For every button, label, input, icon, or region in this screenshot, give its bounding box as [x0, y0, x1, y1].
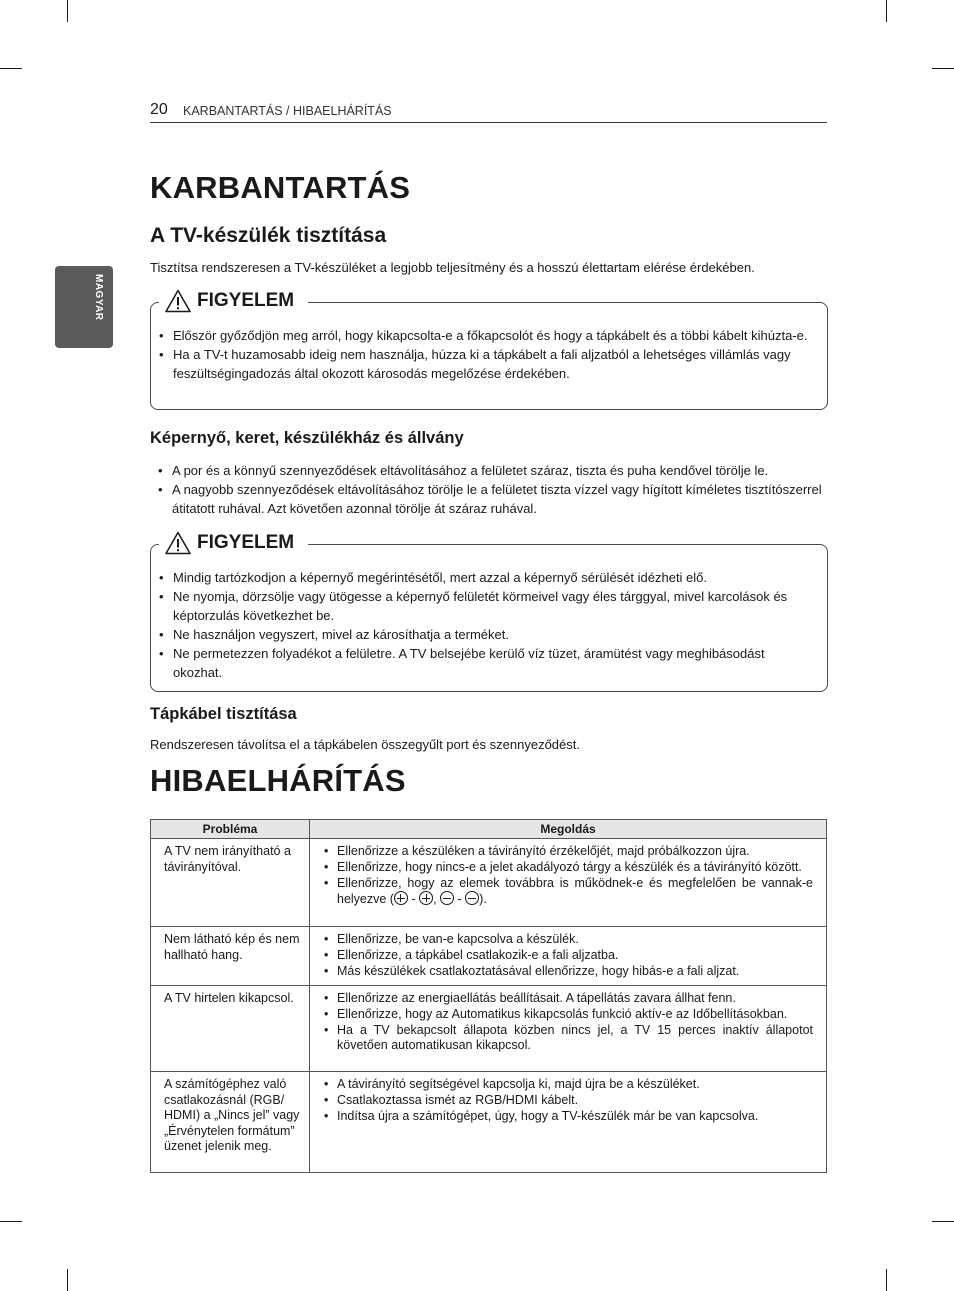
caution-list-2 [159, 568, 813, 682]
solution-text-suffix: ). [479, 892, 487, 907]
page-header [150, 98, 827, 123]
list-item: • Ellenőrizze, a tápkábel csatlakozik-e a fali aljzatba. [324, 948, 813, 964]
table-row [151, 927, 827, 986]
list-item: • Csatlakoztassa ismét az RGB/HDMI kábelt. [324, 1093, 813, 1109]
page-number: 20 [150, 101, 168, 118]
list-item: • Ellenőrizze, be van-e kapcsolva a készülék. [324, 932, 813, 948]
list-item: • Ha a TV bekapcsolt állapota közben nincs jel, a TV 15 perces inaktív állapotot követően automatikusan kikapcsol. [324, 1023, 813, 1055]
list-item: • Ellenőrizze, hogy az Automatikus kikapcsolás funkció aktív-e az Időbellításokban. [324, 1007, 813, 1023]
troubleshooting-heading: HIBAELHÁRÍTÁS [150, 763, 406, 798]
warning-triangle-icon [165, 531, 191, 555]
minus-terminal-icon [465, 891, 479, 905]
list-item: • Ellenőrizze, hogy az elemek továbbra is működnek-e és megfelelően be vannak-e helyezve ( - , - ). [324, 876, 813, 909]
plus-terminal-icon [419, 891, 433, 905]
solution-cell [310, 839, 827, 927]
solution-cell [310, 986, 827, 1072]
language-label: MAGYAR [93, 274, 104, 321]
table-row [151, 986, 827, 1072]
solution-cell [310, 927, 827, 986]
caution-title-text: FIGYELEM [197, 290, 295, 311]
caution-title [159, 531, 308, 555]
minus-terminal-icon [440, 891, 454, 905]
problem-cell: A számítógéphez való csatlakozásnál (RGB/ HDMI) a „Nincs jel” vagy „Érvénytelen formátum” üzenet jelenik meg. [151, 1072, 310, 1173]
cleaning-heading: A TV-készülék tisztítása [150, 224, 387, 247]
list-item: • Ellenőrizze az energiaellátás beállításait. A tápellátás zavara állhat fenn. [324, 991, 813, 1007]
caution-list-1 [159, 326, 813, 383]
column-header-problem: Probléma [151, 820, 310, 839]
screen-list [158, 461, 828, 518]
solution-text: Ellenőrizze, hogy az elemek továbbra is működnek-e és megfelelően be vannak-e helyezve ( [337, 875, 813, 907]
crop-mark [932, 1221, 954, 1222]
header-title: KARBANTARTÁS / HIBAELHÁRÍTÁS [183, 104, 392, 118]
list-item: • Először győződjön meg arról, hogy kikapcsolta-e a főkapcsolót és hogy a tápkábelt és a többi kábelt kihúzta-e. [159, 326, 813, 345]
crop-mark [932, 68, 954, 69]
caution-box-2 [150, 532, 828, 692]
list-item: • Más készülékek csatlakoztatásával ellenőrizze, hogy hibás-e a fali aljzat. [324, 964, 813, 980]
list-item: • Ellenőrizze, hogy nincs-e a jelet akadályozó tárgy a készülék és a távirányító között. [324, 860, 813, 876]
list-item: • Ne használjon vegyszert, mivel az károsíthatja a terméket. [159, 625, 813, 644]
list-item: • A nagyobb szennyeződések eltávolításához törölje le a felületet tiszta vízzel vagy hígított kíméletes tisztítószerrel átitatott ruhával. Azt követően azonnal törölje át száraz ruhával. [158, 480, 828, 518]
list-item: • Ne permetezzen folyadékot a felületre. A TV belsejébe kerülő víz tüzet, áramütést vagy meghibásodást okozhat. [159, 644, 813, 682]
table-row [151, 839, 827, 927]
caution-title [159, 289, 308, 313]
crop-mark [886, 0, 887, 22]
list-item: • A por és a könnyű szennyeződések eltávolításához a felületet száraz, tiszta és puha kendővel törölje le. [158, 461, 828, 480]
plus-terminal-icon [394, 891, 408, 905]
caution-title-text: FIGYELEM [197, 532, 295, 553]
table-header-row [151, 820, 827, 839]
list-item: • A távirányító segítségével kapcsolja ki, majd újra be a készüléket. [324, 1077, 813, 1093]
column-header-solution: Megoldás [310, 820, 827, 839]
crop-mark [67, 0, 68, 22]
list-item: • Ne nyomja, dörzsölje vagy ütögesse a képernyő felületét körmeivel vagy éles tárggyal, mivel karcolások és képtorzulás következhet be. [159, 587, 813, 625]
list-item: • Indítsa újra a számítógépet, úgy, hogy a TV-készülék már be van kapcsolva. [324, 1109, 813, 1125]
screen-heading: Képernyő, keret, készülékház és állvány [150, 429, 464, 447]
crop-mark [67, 1269, 68, 1291]
crop-mark [886, 1269, 887, 1291]
problem-cell: Nem látható kép és nem hallható hang. [151, 927, 310, 986]
list-item: • Ha a TV-t huzamosabb ideig nem használja, húzza ki a tápkábelt a fali aljzatból a lehetséges villámlás vagy feszültségingadozás által okozott károsodás megelőzése érdekében. [159, 345, 813, 383]
table-row [151, 1072, 827, 1173]
cable-heading: Tápkábel tisztítása [150, 705, 297, 723]
cable-text: Rendszeresen távolítsa el a tápkábelen összegyűlt port és szennyeződést. [150, 737, 580, 752]
crop-mark [0, 1221, 22, 1222]
language-tab [55, 266, 113, 348]
caution-box-1 [150, 290, 828, 410]
list-item: • Mindig tartózkodjon a képernyő megérintésétől, mert azzal a képernyő sérülését idézheti elő. [159, 568, 813, 587]
list-item: • Ellenőrizze a készüléken a távirányító érzékelőjét, majd próbálkozzon újra. [324, 844, 813, 860]
maintenance-heading: KARBANTARTÁS [150, 170, 411, 205]
problem-cell: A TV nem irányítható a távirányítóval. [151, 839, 310, 927]
solution-cell [310, 1072, 827, 1173]
crop-mark [0, 68, 22, 69]
troubleshooting-table [150, 819, 827, 1173]
cleaning-intro: Tisztítsa rendszeresen a TV-készüléket a legjobb teljesítmény és a hosszú élettartam elérése érdekében. [150, 260, 755, 275]
warning-triangle-icon [165, 289, 191, 313]
problem-cell: A TV hirtelen kikapcsol. [151, 986, 310, 1072]
